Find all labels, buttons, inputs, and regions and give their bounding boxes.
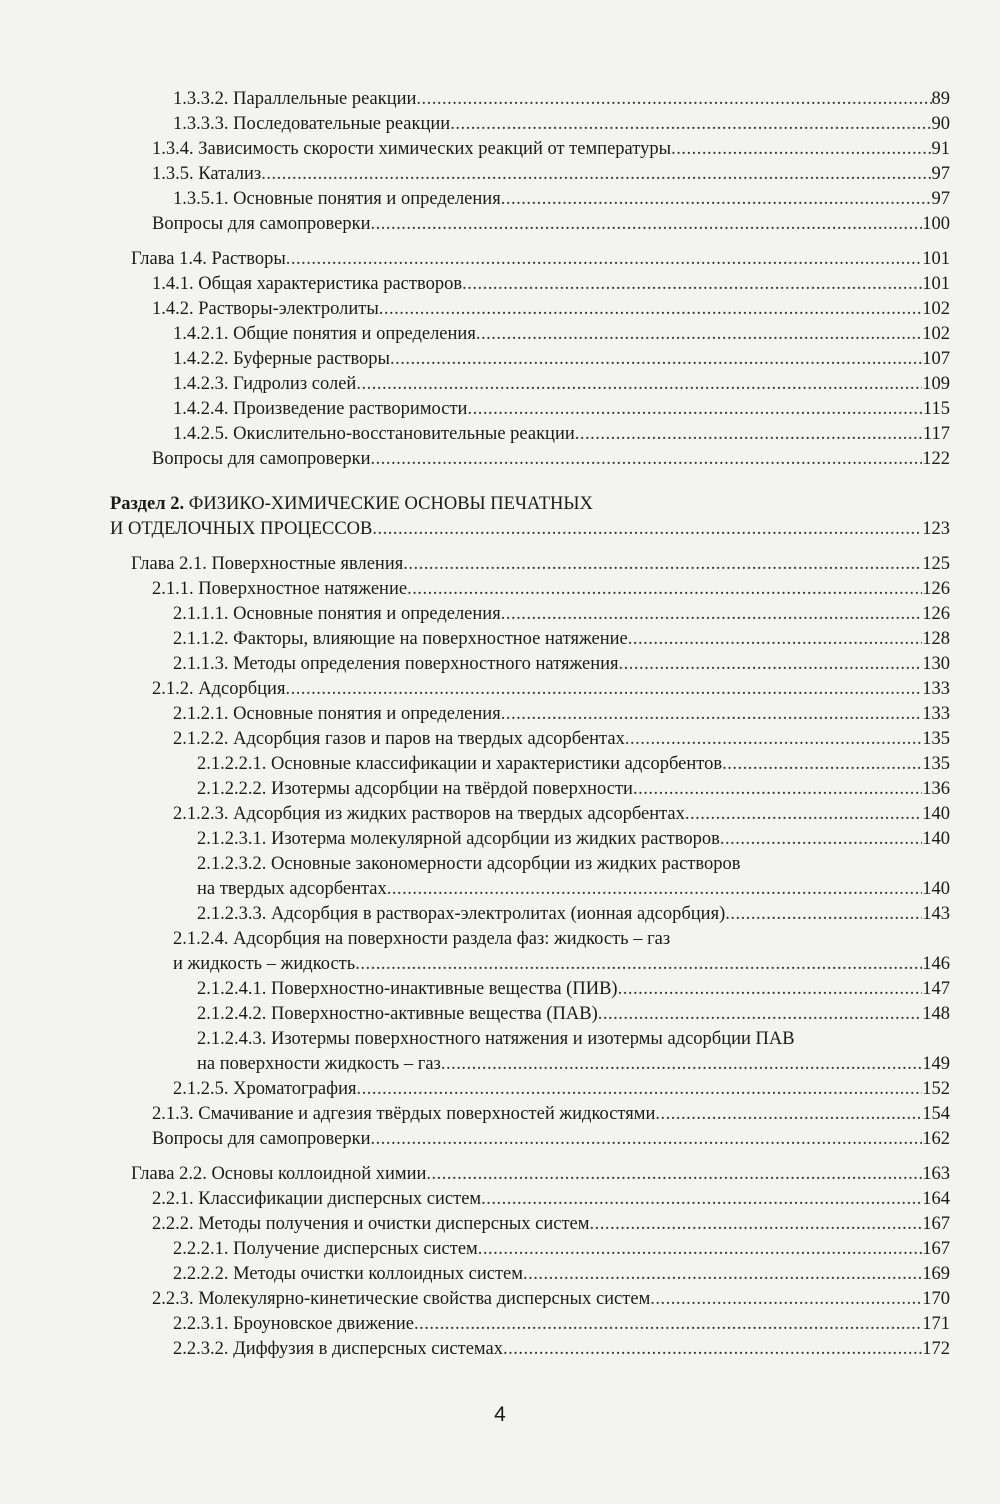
toc-entry [0,1052,1000,1077]
toc-entry-title: 1.4.2.3. Гидролиз солей [173,374,357,394]
toc-entry-title: 2.1.2.3.1. Изотерма молекулярной адсорбции из жидких растворов [197,829,720,849]
section-title-line1: ФИЗИКО-ХИМИЧЕСКИЕ ОСНОВЫ ПЕЧАТНЫХ [188,494,593,514]
toc-entry [0,397,1000,422]
toc-entry-page: 125 [922,554,950,574]
toc-entry-page: 101 [922,249,950,269]
toc-entry-title: 2.1.2.2. Адсорбция газов и паров на твердых адсорбентах [173,729,625,749]
toc-entry-page: 140 [922,879,950,899]
toc-entry [0,272,1000,297]
toc-entry [0,1102,1000,1127]
toc-entry-title: 2.2.3. Молекулярно-кинетические свойства дисперсных систем [152,1289,651,1309]
toc-entry-title: 1.4.1. Общая характеристика растворов [152,274,463,294]
toc-entry-title: и жидкость – жидкость [173,954,356,974]
toc-entry-title: 1.4.2. Растворы-электролиты [152,299,379,319]
toc-entry [0,372,1000,397]
toc-entry [0,827,1000,852]
toc-entry-title: 2.2.2.1. Получение дисперсных систем [173,1239,478,1259]
toc-entry-title: 2.1.1.1. Основные понятия и определения [173,604,501,624]
toc-entry-title: 2.1.1. Поверхностное натяжение [152,579,408,599]
toc-entry-title: 2.1.3. Смачивание и адгезия твёрдых поверхностей жидкостями [152,1104,656,1124]
toc-entry-title: Вопросы для самопроверки [152,214,371,234]
toc-entry-page: 90 [931,114,950,134]
toc-entry-page: 100 [922,214,950,234]
toc-entry [0,1262,1000,1287]
toc-entry-page: 102 [922,324,950,344]
toc-entry [0,1337,1000,1362]
toc-entry [0,137,1000,162]
toc-entry-title: 2.1.2.3.3. Адсорбция в растворах-электролитах (ионная адсорбция) [197,904,726,924]
toc-entry [0,1002,1000,1027]
toc-entry [0,552,1000,577]
toc-entry [0,1127,1000,1152]
toc-entry-page: 135 [922,729,950,749]
toc-entry-page: 123 [922,519,950,539]
toc-entry-title: 2.1.2.3. Адсорбция из жидких растворов на твердых адсорбентах [173,804,685,824]
toc-entry [0,602,1000,627]
toc-entry-page: 117 [922,424,950,444]
toc-entry-title: 2.1.2.4.3. Изотермы поверхностного натяжения и изотермы адсорбции ПАВ [197,1029,795,1049]
toc-entry-page: 97 [931,164,950,184]
toc-entry-page: 162 [922,1129,950,1149]
toc-entry [0,187,1000,212]
toc-entry [0,1237,1000,1262]
toc-entry-page: 122 [922,449,950,469]
toc-entry-title: Вопросы для самопроверки [152,449,371,469]
toc-entry-title: 1.4.2.4. Произведение растворимости [173,399,468,419]
toc-entry-title: на поверхности жидкость – газ [197,1054,441,1074]
toc-entry-page: 172 [922,1339,950,1359]
section-title-line2: И ОТДЕЛОЧНЫХ ПРОЦЕССОВ [110,519,373,539]
toc-entry-title: 1.4.2.2. Буферные растворы [173,349,390,369]
toc-entry-title: 2.2.3.1. Броуновское движение [173,1314,414,1334]
toc-entry-title: Глава 2.2. Основы коллоидной химии [131,1164,427,1184]
toc-entry-title: 2.2.3.2. Диффузия в дисперсных системах [173,1339,503,1359]
toc-entry-title: 2.2.2. Методы получения и очистки дисперсных систем [152,1214,590,1234]
toc-entry-page: 97 [931,189,950,209]
toc-entry [0,977,1000,1002]
toc-entry [0,322,1000,347]
toc-entry-title: 1.3.3.2. Параллельные реакции [173,89,417,109]
toc-entry-page: 91 [931,139,950,159]
toc-entry-title: Глава 2.1. Поверхностные явления [131,554,404,574]
toc-entry-title: 1.3.4. Зависимость скорости химических реакций от температуры [152,139,672,159]
toc-entry-page: 167 [922,1239,950,1259]
toc-entry [0,877,1000,902]
toc-entry-title: 1.4.2.1. Общие понятия и определения [173,324,476,344]
toc-entry-page: 149 [922,1054,950,1074]
toc-entry-title: 1.3.5.1. Основные понятия и определения [173,189,501,209]
toc-entry-title: 2.1.2. Адсорбция [152,679,286,699]
toc-entry-page: 115 [922,399,950,419]
toc-entry-page: 164 [922,1189,950,1209]
toc-entry [0,162,1000,187]
toc-entry-title: Глава 1.4. Растворы [131,249,286,269]
toc-entry [0,777,1000,802]
toc-entry-page: 169 [922,1264,950,1284]
toc-entry [0,212,1000,237]
toc-entry-page: 135 [922,754,950,774]
toc-entry-page: 101 [922,274,950,294]
toc-entry-page: 102 [922,299,950,319]
toc-entry-title: 1.3.3.3. Последовательные реакции [173,114,451,134]
toc-entry-page: 140 [922,829,950,849]
toc-entry [0,752,1000,777]
toc-entry-page: 136 [922,779,950,799]
toc-entry-page: 133 [922,704,950,724]
toc-entry [0,1187,1000,1212]
toc-entry [0,247,1000,272]
toc-entry-title: Вопросы для самопроверки [152,1129,371,1149]
toc-entry [0,347,1000,372]
toc-entry-page: 133 [922,679,950,699]
toc-entry [0,702,1000,727]
table-of-contents [0,87,1000,1362]
toc-entry-page: 109 [922,374,950,394]
toc-entry-page: 171 [922,1314,950,1334]
toc-entry-continued [0,1027,1000,1052]
toc-entry-title: 2.1.2.4. Адсорбция на поверхности раздела фаз: жидкость – газ [173,929,671,949]
toc-entry-page: 89 [931,89,950,109]
toc-entry-title: 1.3.5. Катализ [152,164,262,184]
toc-entry-title: 2.1.2.5. Хроматография [173,1079,357,1099]
toc-entry [0,727,1000,752]
toc-entry [0,297,1000,322]
toc-entry [0,627,1000,652]
toc-entry-title: 2.2.2.2. Методы очистки коллоидных систем [173,1264,523,1284]
toc-entry-title: 2.2.1. Классификации дисперсных систем [152,1189,482,1209]
toc-entry [0,447,1000,472]
toc-entry-title: 2.1.2.2.2. Изотермы адсорбции на твёрдой поверхности [197,779,633,799]
toc-entry-page: 167 [922,1214,950,1234]
page-number: 4 [494,1403,506,1426]
toc-entry-page: 107 [922,349,950,369]
toc-entry-page: 154 [922,1104,950,1124]
toc-entry [0,652,1000,677]
toc-entry [0,112,1000,137]
toc-entry [0,802,1000,827]
toc-entry-title: 2.1.1.2. Факторы, влияющие на поверхностное натяжение [173,629,628,649]
toc-entry [0,1162,1000,1187]
toc-entry-page: 146 [922,954,950,974]
toc-entry [0,1312,1000,1337]
toc-entry [0,1077,1000,1102]
toc-entry [0,1287,1000,1312]
toc-entry-title: 2.1.2.4.2. Поверхностно-активные вещества (ПАВ) [197,1004,598,1024]
toc-entry [0,1212,1000,1237]
toc-entry [0,422,1000,447]
toc-entry [0,87,1000,112]
toc-entry-continued [0,852,1000,877]
toc-entry-continued [0,927,1000,952]
toc-entry-title: 2.1.1.3. Методы определения поверхностного натяжения [173,654,619,674]
toc-entry-page: 126 [922,579,950,599]
toc-entry-title: 2.1.2.1. Основные понятия и определения [173,704,501,724]
section-label: Раздел 2. [110,494,185,514]
toc-entry-title: на твердых адсорбентах [197,879,387,899]
toc-entry-page: 140 [922,804,950,824]
toc-entry [0,577,1000,602]
toc-entry [0,677,1000,702]
toc-entry-page: 147 [922,979,950,999]
toc-entry-page: 130 [922,654,950,674]
toc-entry-title: 2.1.2.4.1. Поверхностно-инактивные вещества (ПИВ) [197,979,618,999]
toc-entry-title: 2.1.2.3.2. Основные закономерности адсорбции из жидких растворов [197,854,741,874]
toc-entry-page: 128 [922,629,950,649]
section-heading [0,492,1000,517]
toc-entry-page: 163 [922,1164,950,1184]
toc-entry [0,517,1000,542]
toc-entry-page: 152 [922,1079,950,1099]
toc-entry [0,952,1000,977]
toc-entry-page: 170 [922,1289,950,1309]
toc-entry-page: 126 [922,604,950,624]
toc-entry-page: 143 [922,904,950,924]
toc-entry-title: 2.1.2.2.1. Основные классификации и характеристики адсорбентов [197,754,723,774]
toc-entry [0,902,1000,927]
toc-entry-title: 1.4.2.5. Окислительно-восстановительные реакции [173,424,575,444]
toc-entry-page: 148 [922,1004,950,1024]
